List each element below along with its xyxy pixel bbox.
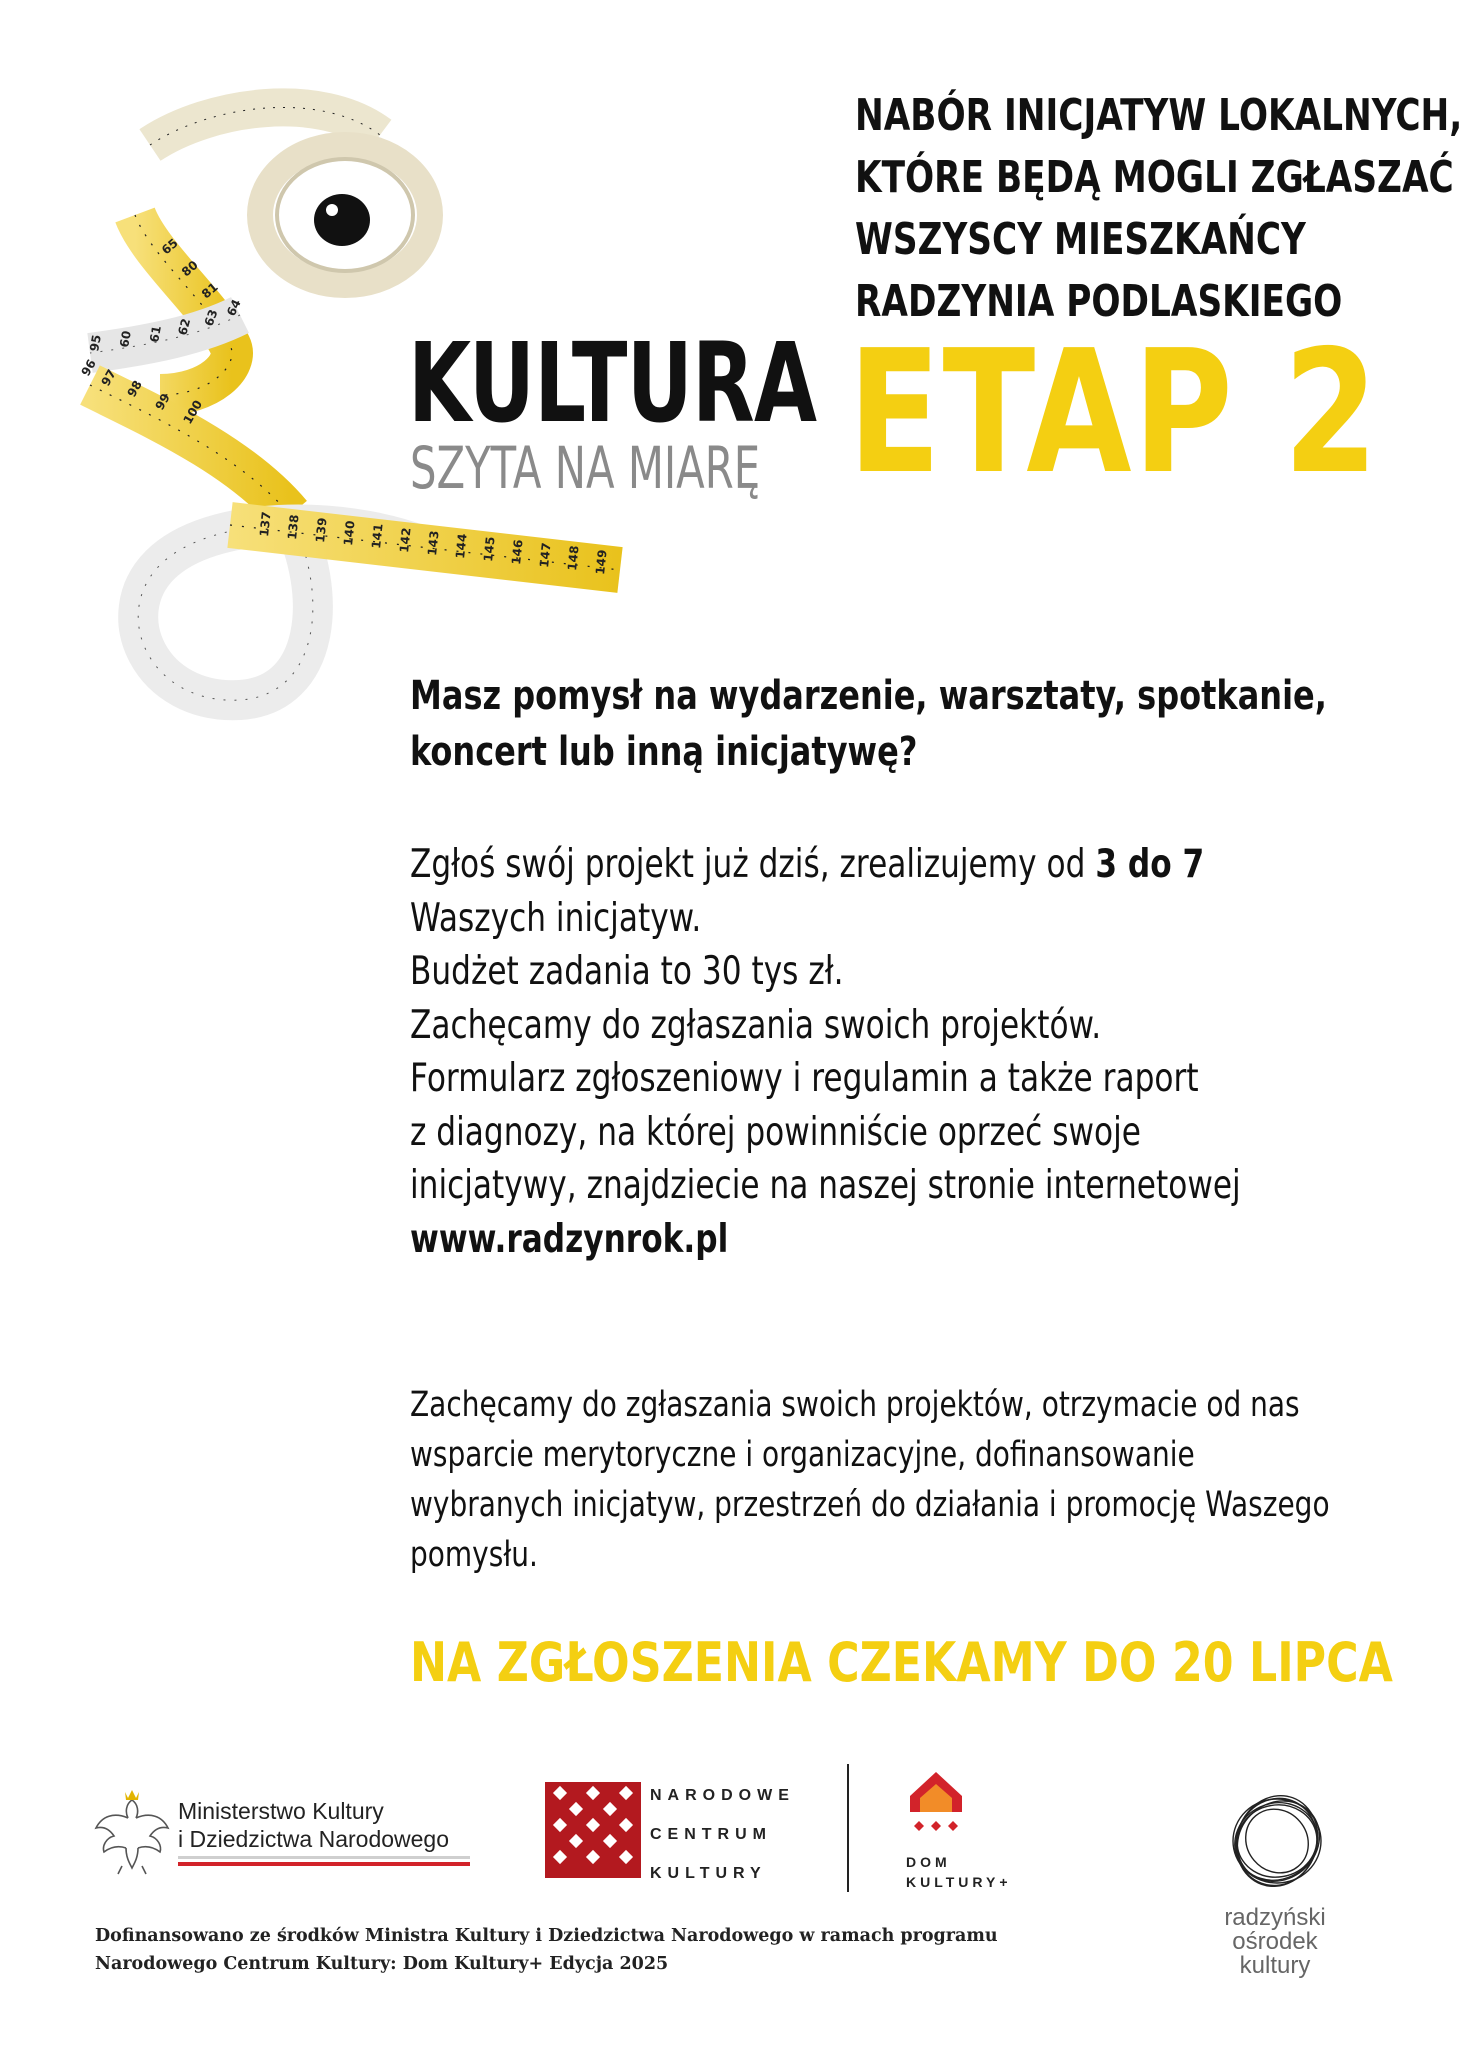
tape-number: 144: [453, 532, 470, 560]
headline-line: NABÓR INICJATYW LOKALNYCH,: [855, 90, 1462, 141]
dom-kultury-line: DOM: [906, 1854, 951, 1870]
tape-number: 142: [397, 526, 414, 554]
headline-line: RADZYNIA PODLASKIEGO: [855, 276, 1343, 327]
funding-line: Narodowego Centrum Kultury: Dom Kultury+ Edycja 2025: [95, 1954, 669, 1974]
tape-number: 62: [175, 317, 194, 337]
tape-number: 97: [98, 367, 119, 389]
headline-line: KTÓRE BĘDĄ MOGLI ZGŁASZAĆ: [855, 152, 1454, 203]
initiative-range: 3 do 7: [1095, 842, 1205, 887]
nck-line: NARODOWE: [650, 1787, 795, 1804]
headline: [855, 85, 1462, 333]
tape-number: 147: [537, 541, 554, 569]
eye-pupil: [314, 194, 370, 246]
ministry-logo-text: [178, 1797, 449, 1853]
deadline-banner: NA ZGŁOSZENIA CZEKAMY DO 20 LIPCA: [410, 1631, 1393, 1694]
rok-line: ośrodek: [1232, 1928, 1318, 1955]
body-line: Formularz zgłoszeniowy i regulamin a także raport: [410, 1056, 1199, 1101]
nck-line: CENTRUM: [650, 1826, 772, 1843]
tape-number: 65: [158, 235, 181, 258]
body-line: Waszych inicjatyw.: [410, 895, 702, 941]
tape-number: 141: [369, 522, 386, 550]
eagle-emblem-icon: [92, 1786, 172, 1874]
tape-number: 96: [78, 357, 99, 379]
body-line: inicjatywy, znajdziecie na naszej stronie internetowej: [410, 1163, 1241, 1208]
body-line: [410, 838, 1210, 892]
nck-logo-text: [650, 1776, 795, 1893]
nck-line: KULTURY: [650, 1865, 767, 1882]
question-line: koncert lub inną inicjatywę?: [410, 729, 918, 775]
tape-number: 63: [201, 307, 221, 329]
rok-circle-logo-icon: [1222, 1786, 1332, 1896]
dom-kultury-house-icon: [906, 1768, 966, 1840]
rok-line: radzyński: [1224, 1904, 1326, 1931]
ministry-bar-red: [178, 1862, 470, 1866]
encourage-line: pomysłu.: [410, 1535, 538, 1575]
tape-number: 81: [198, 279, 221, 302]
campaign-subtitle: SZYTA NA MIARĘ: [410, 434, 761, 502]
rok-logo-text: [1220, 1906, 1330, 1978]
encourage-paragraph: [410, 1380, 1410, 1580]
rok-line: kultury: [1239, 1952, 1311, 1979]
tape-number: 143: [425, 529, 442, 557]
tape-number: 61: [147, 324, 164, 344]
funding-line: Dofinansowano ze środków Ministra Kultury i Dziedzictwa Narodowego w ramach programu: [95, 1926, 998, 1946]
tape-number: 140: [341, 519, 358, 547]
campaign-title: KULTURA: [408, 319, 817, 447]
tape-number: 98: [124, 378, 145, 400]
dom-kultury-line: KULTURY+: [906, 1874, 1012, 1890]
encourage-line: wybranych inicjatyw, przestrzeń do działania i promocję Waszego: [410, 1485, 1330, 1525]
encourage-line: Zachęcamy do zgłaszania swoich projektów, otrzymacie od nas: [410, 1385, 1300, 1425]
body-line: Zachęcamy do zgłaszania swoich projektów.: [410, 1002, 1102, 1048]
tape-number: 148: [565, 544, 582, 572]
tape-number: 80: [178, 257, 201, 280]
tape-number: 145: [481, 535, 498, 563]
ministry-line: Ministerstwo Kultury: [178, 1798, 384, 1824]
question-line: Masz pomysł na wydarzenie, warsztaty, spotkanie,: [410, 673, 1327, 719]
encourage-line: wsparcie merytoryczne i organizacyjne, dofinansowanie: [410, 1435, 1195, 1475]
question-heading: [410, 668, 1410, 780]
body-line-text: Zgłoś swój projekt już dziś, zrealizujemy od: [410, 842, 1096, 887]
ministry-bar-grey: [178, 1856, 470, 1859]
website-link: www.radzynrok.pl: [410, 1216, 729, 1262]
tape-number: 149: [593, 548, 610, 576]
body-line: z diagnozy, na której powinniście oprzeć swoje: [410, 1109, 1141, 1155]
tape-number: 60: [117, 329, 134, 349]
body-line: Budżet zadania to 30 tys zł.: [410, 949, 844, 994]
headline-line: WSZYSCY MIESZKAŃCY: [855, 214, 1306, 265]
tape-number: 139: [313, 516, 330, 544]
tape-number: 146: [509, 538, 526, 566]
stage-label: ETAP 2: [848, 314, 1380, 512]
logo-divider: [847, 1764, 849, 1892]
tape-number: 137: [257, 510, 274, 538]
ministry-line: i Dziedzictwa Narodowego: [178, 1826, 450, 1852]
funding-note: [95, 1922, 1095, 1978]
tape-number: 99: [152, 391, 173, 413]
body-text: [410, 838, 1410, 1266]
dom-kultury-text: [906, 1852, 1012, 1892]
tape-number: 100: [180, 397, 206, 427]
tape-number: 95: [87, 333, 104, 353]
nck-logo-icon: [545, 1782, 641, 1878]
tape-number: 64: [224, 297, 244, 319]
tape-number: 138: [285, 513, 302, 541]
